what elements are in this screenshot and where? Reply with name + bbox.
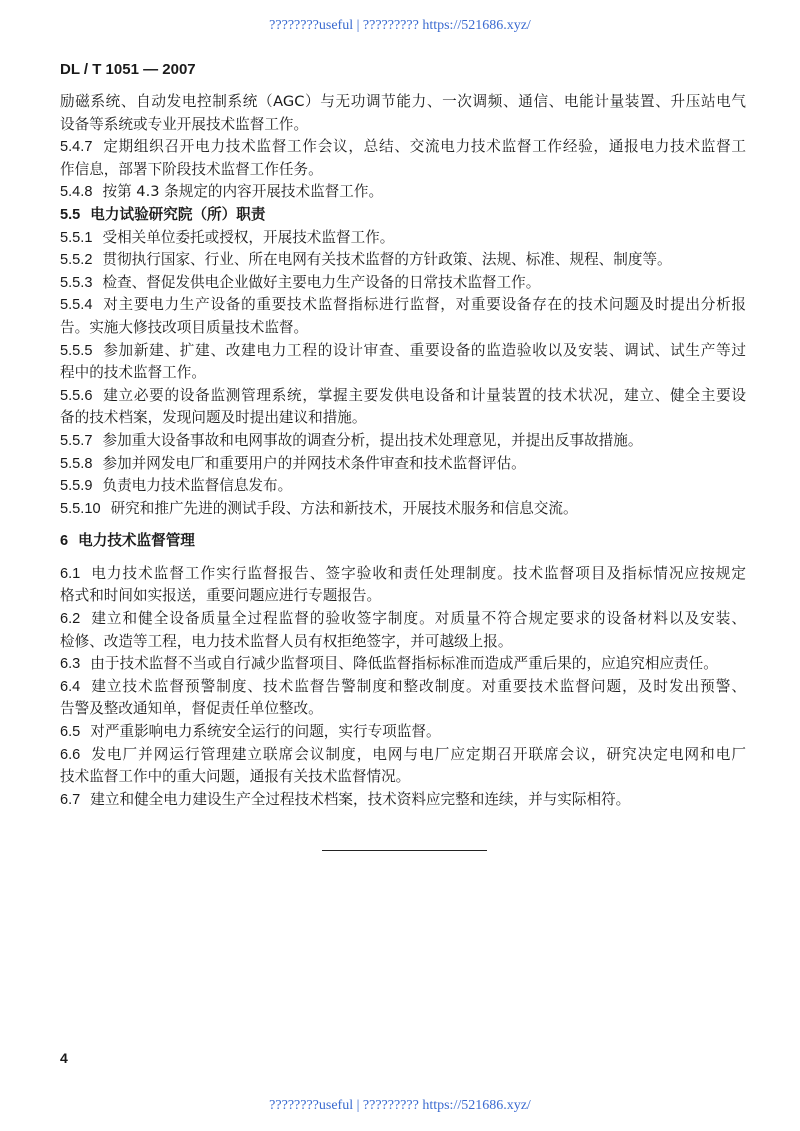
text-line <box>60 227 746 250</box>
clause-text: 建立技术监督预警制度、技术监督告警制度和整改制度。对重要技术监督问题，及时发出预警、 <box>90 677 746 695</box>
clause-number: 5.5 <box>60 206 81 223</box>
clause-paragraph <box>60 789 746 812</box>
clause-number: 5.5.8 <box>60 455 93 472</box>
text-line <box>60 385 746 408</box>
clause-number: 6.5 <box>60 724 81 741</box>
clause-text: 参加重大设备事故和电网事故的调查分析，提出技术处理意见，并提出反事故措施。 <box>102 431 643 449</box>
clause-paragraph <box>60 653 746 676</box>
clause-text: 电力技术监督管理 <box>78 532 195 550</box>
clause-number: 5.5.7 <box>60 432 93 449</box>
clause-number: 5.5.10 <box>60 500 101 517</box>
clause-paragraph <box>60 181 746 204</box>
text-line <box>60 91 746 114</box>
section-heading <box>60 530 746 553</box>
clause-number: 5.5.9 <box>60 478 93 495</box>
text-line <box>60 294 746 317</box>
section-gap <box>60 520 746 530</box>
clause-text: 发电厂并网运行管理建立联席会议制度，电网与电厂应定期召开联席会议，研究决定电网和电厂 <box>90 745 746 763</box>
text-line <box>60 653 746 676</box>
clause-paragraph <box>60 91 746 136</box>
clause-text: 技术监督工作中的重大问题，通报有关技术监督情况。 <box>60 768 411 786</box>
clause-text: 建立和健全电力建设生产全过程技术档案，技术资料应完整和连续，并与实际相符。 <box>90 790 631 808</box>
document-body <box>60 91 746 811</box>
clause-text: 设备等系统或专业开展技术监督工作。 <box>60 115 309 133</box>
clause-paragraph <box>60 721 746 744</box>
clause-text: 建立和健全设备质量全过程监督的验收签字制度。对质量不符合规定要求的设备材料以及安装、 <box>90 610 746 628</box>
clause-text: 检查、督促发供电企业做好主要电力生产设备的日常技术监督工作。 <box>102 273 541 291</box>
clause-text: 对严重影响电力系统安全运行的问题，实行专项监督。 <box>90 723 441 741</box>
clause-number: 6.2 <box>60 611 81 628</box>
clause-text: 备的技术档案，发现问题及时提出建议和措施。 <box>60 409 367 427</box>
clause-paragraph <box>60 563 746 608</box>
text-line <box>60 204 746 227</box>
text-line <box>60 475 746 498</box>
clause-number: 6.7 <box>60 791 81 808</box>
end-rule-divider <box>322 850 487 851</box>
text-line <box>60 530 746 553</box>
clause-paragraph <box>60 430 746 453</box>
clause-paragraph <box>60 227 746 250</box>
text-line <box>60 721 746 744</box>
text-line <box>60 631 746 654</box>
clause-number: 5.5.6 <box>60 387 93 404</box>
clause-text: 受相关单位委托或授权，开展技术监督工作。 <box>102 228 395 246</box>
document-code-header: DL / T 1051 — 2007 <box>60 61 196 78</box>
clause-number: 6.6 <box>60 746 81 763</box>
clause-text: 研究和推广先进的测试手段、方法和新技术，开展技术服务和信息交流。 <box>110 499 578 517</box>
clause-text: 对主要电力生产设备的重要技术监督指标进行监督，对重要设备存在的技术问题及时提出分析报 <box>102 296 746 314</box>
clause-paragraph <box>60 136 746 181</box>
clause-text: 作信息，部署下阶段技术监督工作任务。 <box>60 160 323 178</box>
text-line <box>60 249 746 272</box>
text-line <box>60 608 746 631</box>
clause-number: 5.4.7 <box>60 139 93 156</box>
text-line <box>60 317 746 340</box>
clause-number: 5.5.2 <box>60 252 93 269</box>
clause-number: 6.1 <box>60 565 81 582</box>
clause-text: 检修、改造等工程，电力技术监督人员有权拒绝签字，并可越级上报。 <box>60 632 513 650</box>
clause-text: 参加并网发电厂和重要用户的并网技术条件审查和技术监督评估。 <box>102 454 526 472</box>
clause-paragraph <box>60 453 746 476</box>
section-gap <box>60 553 746 563</box>
watermark-top: ????????useful | ????????? https://521686.xyz/ <box>269 18 531 33</box>
text-line <box>60 430 746 453</box>
text-line <box>60 698 746 721</box>
clause-number: 6.3 <box>60 656 81 673</box>
clause-paragraph <box>60 475 746 498</box>
text-line <box>60 407 746 430</box>
clause-paragraph <box>60 340 746 385</box>
text-line <box>60 114 746 137</box>
text-line <box>60 453 746 476</box>
clause-text: 励磁系统、自动发电控制系统（AGC）与无功调节能力、一次调频、通信、电能计量装置、升压站电气 <box>60 93 746 110</box>
watermark-bottom: ????????useful | ????????? https://521686.xyz/ <box>269 1098 531 1113</box>
clause-paragraph <box>60 385 746 430</box>
clause-paragraph <box>60 249 746 272</box>
page-number: 4 <box>60 1050 68 1066</box>
clause-paragraph <box>60 676 746 721</box>
clause-number: 6 <box>60 533 69 550</box>
text-line <box>60 766 746 789</box>
clause-number: 5.4.8 <box>60 184 93 201</box>
clause-paragraph <box>60 272 746 295</box>
clause-text: 定期组织召开电力技术监督工作会议，总结、交流电力技术监督工作经验，通报电力技术监督工 <box>102 138 746 156</box>
clause-text: 参加新建、扩建、改建电力工程的设计审查、重要设备的监造验收以及安装、调试、试生产等过 <box>102 341 746 359</box>
clause-number: 6.4 <box>60 678 81 695</box>
clause-number: 5.5.1 <box>60 229 93 246</box>
clause-paragraph <box>60 294 746 339</box>
clause-text: 电力技术监督工作实行监督报告、签字验收和责任处理制度。技术监督项目及指标情况应按规定 <box>90 564 746 582</box>
text-line <box>60 563 746 586</box>
text-line <box>60 362 746 385</box>
text-line <box>60 789 746 812</box>
text-line <box>60 272 746 295</box>
clause-text: 告警及整改通知单，督促责任单位整改。 <box>60 700 323 718</box>
clause-paragraph <box>60 744 746 789</box>
clause-paragraph <box>60 608 746 653</box>
section-heading <box>60 204 746 227</box>
clause-number: 5.5.4 <box>60 297 93 314</box>
clause-paragraph <box>60 498 746 521</box>
text-line <box>60 676 746 699</box>
clause-number: 5.5.3 <box>60 274 93 291</box>
clause-text: 负责电力技术监督信息发布。 <box>102 477 293 495</box>
clause-text: 电力试验研究院（所）职责 <box>90 205 266 223</box>
clause-text: 告。实施大修技改项目质量技术监督。 <box>60 318 309 336</box>
clause-number: 5.5.5 <box>60 342 93 359</box>
clause-text: 由于技术监督不当或自行减少监督项目、降低监督指标标准而造成严重后果的，应追究相应责任。 <box>90 655 718 673</box>
clause-text: 程中的技术监督工作。 <box>60 364 206 382</box>
text-line <box>60 159 746 182</box>
text-line <box>60 744 746 767</box>
text-line <box>60 181 746 204</box>
text-line <box>60 498 746 521</box>
clause-text: 格式和时间如实报送，重要问题应进行专题报告。 <box>60 587 382 605</box>
clause-text: 建立必要的设备监测管理系统，掌握主要发供电设备和计量装置的技术状况，建立、健全主要设 <box>102 386 746 404</box>
text-line <box>60 585 746 608</box>
clause-text: 按第 4.3 条规定的内容开展技术监督工作。 <box>102 183 384 201</box>
clause-text: 贯彻执行国家、行业、所在电网有关技术监督的方针政策、法规、标准、规程、制度等。 <box>102 251 672 269</box>
text-line <box>60 340 746 363</box>
text-line <box>60 136 746 159</box>
